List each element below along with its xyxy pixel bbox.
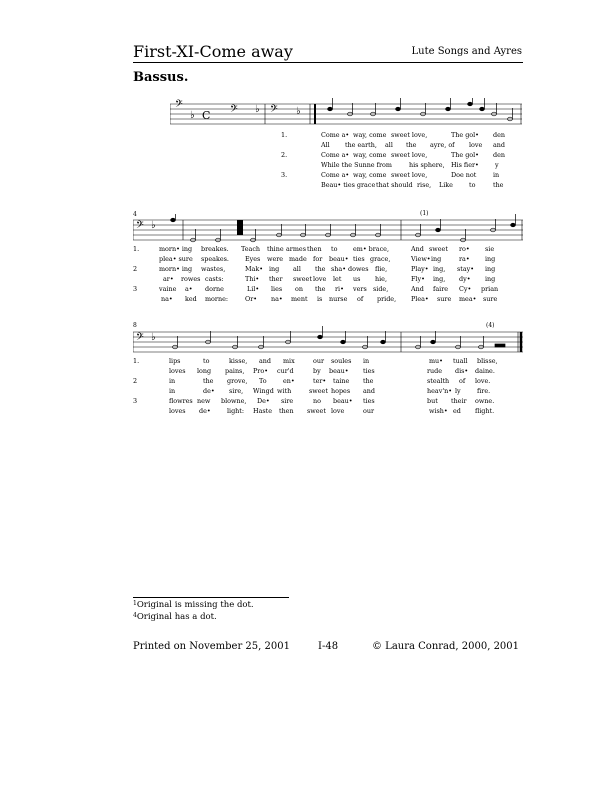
lyric-word: Teach	[241, 245, 261, 253]
lyric-line	[133, 284, 523, 294]
svg-text:♭: ♭	[296, 106, 301, 117]
lyric-line	[133, 366, 523, 376]
lyric-word: Plea•	[411, 295, 429, 303]
lyric-word: flowres	[169, 397, 193, 405]
lyric-line	[133, 170, 523, 180]
lyric-word: our	[363, 407, 375, 415]
lyric-word: sha• dowes	[331, 265, 369, 273]
svg-text:𝄢: 𝄢	[270, 103, 278, 117]
lyric-line	[133, 376, 523, 386]
part-name: Bassus.	[133, 70, 189, 85]
lyric-word: side,	[373, 285, 389, 293]
lyric-word: Play•	[411, 265, 429, 273]
footnote: $^4$Original has a dot.	[133, 612, 217, 622]
lyric-word: all	[385, 141, 393, 149]
lyric-word: that should	[376, 181, 413, 189]
lyric-word: loves	[169, 407, 186, 415]
lyric-word: flie,	[375, 265, 388, 273]
lyric-word: ked	[185, 295, 197, 303]
lyric-word: thine	[267, 245, 284, 253]
lyric-word: long	[197, 367, 212, 375]
lyric-line	[133, 386, 523, 396]
lyric-word: to	[203, 357, 210, 365]
lyric-word: ing,	[433, 275, 446, 283]
svg-text:𝄢: 𝄢	[175, 98, 183, 112]
lyric-word: morn• ing	[159, 265, 193, 273]
lyric-word: stay•	[457, 265, 475, 273]
lyric-word: wastes,	[201, 265, 226, 273]
footnote-mark: (1)	[420, 210, 429, 217]
lyric-word: dis•	[455, 367, 469, 375]
lyric-word: morn• ing	[159, 245, 193, 253]
lyric-word: To	[259, 377, 267, 385]
lyric-word: kisse,	[229, 357, 248, 365]
lyric-word: our	[313, 357, 325, 365]
lyric-word: morne:	[205, 295, 229, 303]
lyric-word: Eyes	[245, 255, 261, 263]
lyric-word: sire,	[229, 387, 244, 395]
verse-number: 1.	[133, 357, 140, 365]
page-number: I-48	[318, 641, 339, 652]
lyric-word: breakes.	[201, 245, 229, 253]
lyric-word: grace,	[370, 255, 391, 263]
lyric-word: sweet	[293, 275, 312, 283]
lyric-word: na•	[271, 295, 283, 303]
lyric-word: And	[411, 245, 424, 253]
song-title: First-XI-Come away	[133, 42, 293, 61]
lyric-word: ar•	[163, 275, 174, 283]
lyric-word: ing	[485, 275, 496, 283]
verse-number: 2	[133, 265, 138, 273]
lyric-word: ayre, of	[430, 141, 455, 149]
lyric-word: then	[279, 407, 294, 415]
lyric-word: the earth,	[345, 141, 377, 149]
lyric-word: Or•	[245, 295, 258, 303]
lyric-line	[133, 244, 523, 254]
lyric-word: Thi•	[245, 275, 260, 283]
copyright: © Laura Conrad, 2000, 2001	[372, 641, 520, 652]
lyric-word: sure	[483, 295, 498, 303]
music-staff-3	[133, 326, 523, 358]
lyric-word: way, come	[353, 171, 387, 179]
lyric-line	[133, 130, 523, 140]
lyric-word: wish•	[429, 407, 448, 415]
lyric-word: the	[363, 377, 374, 385]
lyric-word: y	[495, 161, 499, 169]
lyric-word: ing	[485, 255, 496, 263]
lyric-word: soules	[331, 357, 352, 365]
lyric-word: beau•	[329, 367, 349, 375]
lyric-word: tuall	[453, 357, 468, 365]
lyric-word: plea• sure	[159, 255, 193, 263]
lyric-line	[133, 150, 523, 160]
lyric-word: pains,	[225, 367, 245, 375]
lyric-word: The gol•	[451, 131, 479, 139]
lyric-word: and	[363, 387, 376, 395]
lyric-word: ing,	[433, 265, 446, 273]
lyric-word: and	[259, 357, 272, 365]
lyric-word: casts:	[205, 275, 224, 283]
lyric-word: taine	[333, 377, 350, 385]
lyric-word: en•	[283, 377, 295, 385]
lyric-word: way, come	[353, 131, 387, 139]
lyric-word: ter•	[313, 377, 327, 385]
lyric-word: in	[493, 171, 500, 179]
lyric-line	[133, 264, 523, 274]
lyric-word: Beau• ties grace	[321, 181, 376, 189]
lyric-word: love.	[475, 377, 491, 385]
svg-text:C: C	[202, 109, 211, 122]
lyric-line	[133, 180, 523, 190]
lyric-word: his sphere,	[409, 161, 445, 169]
lyric-word: the	[315, 285, 326, 293]
lyric-word: His fier•	[451, 161, 479, 169]
lyric-word: sweet love,	[391, 131, 428, 139]
lyric-word: Come a•	[321, 171, 350, 179]
lyric-word: ing	[485, 265, 496, 273]
lyric-word: were	[267, 255, 284, 263]
svg-text:♭: ♭	[255, 104, 260, 115]
lyric-word: ment	[291, 295, 308, 303]
lyric-word: lips	[169, 357, 181, 365]
lyric-word: no	[313, 397, 321, 405]
lyric-word: grove,	[227, 377, 248, 385]
lyric-word: way, come	[353, 151, 387, 159]
lyric-word: dy•	[459, 275, 471, 283]
lyric-word: in	[169, 387, 176, 395]
lyric-word: armes	[286, 245, 306, 253]
lyric-word: to	[331, 245, 338, 253]
lyric-word: dorne	[205, 285, 224, 293]
lyric-word: vers	[353, 285, 367, 293]
svg-text:♭: ♭	[151, 332, 156, 343]
lyric-word: blowne,	[221, 397, 247, 405]
lyric-word: to	[469, 181, 476, 189]
footnote: $^1$Original is missing the dot.	[133, 600, 254, 610]
lyric-line	[133, 140, 523, 150]
svg-text:♭: ♭	[151, 220, 156, 231]
lyric-line	[133, 396, 523, 406]
lyric-word: ri•	[335, 285, 344, 293]
lyric-word: ly	[455, 387, 461, 395]
lyric-word: Fly•	[411, 275, 425, 283]
lyric-word: flight.	[475, 407, 495, 415]
footnote-mark: (4)	[486, 322, 495, 329]
lyric-word: de•	[203, 387, 215, 395]
lyric-word: made	[289, 255, 307, 263]
lyric-word: ther	[269, 275, 283, 283]
lyric-word: on	[295, 285, 303, 293]
lyric-word: Lil•	[247, 285, 260, 293]
svg-text:𝄢: 𝄢	[230, 103, 238, 117]
lyric-word: sweet love,	[391, 151, 428, 159]
lyric-word: mu•	[429, 357, 443, 365]
lyric-word: with	[277, 387, 292, 395]
lyric-word: sie	[485, 245, 495, 253]
lyric-line	[133, 406, 523, 416]
lyric-word: sweet	[429, 245, 448, 253]
lyric-word: daine.	[475, 367, 495, 375]
lyric-word: And	[411, 285, 424, 293]
lyric-word: ro•	[459, 245, 470, 253]
lyric-word: the	[406, 141, 417, 149]
lyric-word: let	[333, 275, 342, 283]
lyric-word: em• brace,	[353, 245, 389, 253]
lyric-line	[133, 254, 523, 264]
verse-number: 3	[133, 285, 138, 293]
lyric-word: the	[315, 265, 326, 273]
lyric-word: for	[313, 255, 323, 263]
lyric-word: ties	[363, 367, 375, 375]
footnote-rule	[133, 597, 289, 598]
lyric-word: all	[293, 265, 301, 273]
verse-number: 3	[133, 397, 138, 405]
lyric-word: blisse,	[477, 357, 498, 365]
verse-number: 2	[133, 377, 138, 385]
lyric-word: lies	[271, 285, 283, 293]
lyric-word: ties	[363, 397, 375, 405]
lyric-word: sweet love,	[391, 171, 428, 179]
lyric-word: cur'd	[277, 367, 294, 375]
verse-number: 1.	[133, 245, 140, 253]
lyric-word: of	[357, 295, 364, 303]
lyric-word: mix	[283, 357, 295, 365]
lyric-word: ing	[269, 265, 280, 273]
measure-number: 8	[133, 322, 137, 329]
lyric-word: us	[353, 275, 361, 283]
lyric-word: rude	[427, 367, 443, 375]
lyric-word: ties	[353, 255, 365, 263]
lyric-word: sweet	[307, 407, 326, 415]
lyric-word: their	[451, 397, 467, 405]
lyrics-system-2	[133, 244, 523, 304]
lyric-word: ed	[453, 407, 461, 415]
music-staff-1	[170, 98, 522, 130]
header-rule	[133, 62, 523, 63]
lyric-word: then	[307, 245, 322, 253]
lyric-word: love	[469, 141, 483, 149]
lyric-word: and	[493, 141, 506, 149]
lyric-word: owne.	[475, 397, 495, 405]
lyric-word: rise,	[417, 181, 432, 189]
lyric-word: love	[313, 275, 327, 283]
lyric-word: sweet	[309, 387, 328, 395]
lyric-word: beau•	[329, 255, 349, 263]
lyric-word: den	[493, 131, 505, 139]
lyric-word: pride,	[377, 295, 397, 303]
lyric-word: is	[317, 295, 323, 303]
lyric-word: in	[363, 357, 370, 365]
lyric-word: Come a•	[321, 151, 350, 159]
lyric-word: sure	[437, 295, 452, 303]
lyric-word: rowes	[181, 275, 201, 283]
verse-number: 3.	[281, 171, 288, 179]
lyrics-system-3	[133, 356, 523, 416]
lyric-word: den	[493, 151, 505, 159]
lyric-word: a•	[185, 285, 193, 293]
lyric-line	[133, 160, 523, 170]
lyric-word: of	[459, 377, 466, 385]
lyric-word: stealth	[427, 377, 450, 385]
lyric-line	[133, 356, 523, 366]
lyric-word: All	[321, 141, 330, 149]
lyric-word: Come a•	[321, 131, 350, 139]
verse-number: 2.	[281, 151, 288, 159]
lyric-word: sire	[281, 397, 294, 405]
lyric-line	[133, 274, 523, 284]
lyric-word: de•	[199, 407, 211, 415]
lyric-word: Cy•	[459, 285, 472, 293]
verse-number: 1.	[281, 131, 288, 139]
lyric-word: View•	[411, 255, 431, 263]
lyric-word: the	[493, 181, 504, 189]
lyric-word: Mak•	[245, 265, 263, 273]
lyric-word: vaine	[159, 285, 177, 293]
lyric-word: speakes.	[201, 255, 229, 263]
lyric-word: Doe not	[451, 171, 477, 179]
print-date: Printed on November 25, 2001	[133, 641, 290, 652]
lyric-word: hie,	[375, 275, 387, 283]
lyric-word: beau•	[333, 397, 353, 405]
lyric-word: Wingd	[253, 387, 274, 395]
svg-text:𝄢: 𝄢	[136, 219, 144, 233]
lyric-word: De•	[257, 397, 270, 405]
lyric-word: mea•	[459, 295, 477, 303]
lyric-line	[133, 294, 523, 304]
lyric-word: ing	[431, 255, 442, 263]
lyric-word: ra•	[459, 255, 470, 263]
lyrics-system-1	[133, 130, 523, 190]
lyric-word: hopes	[331, 387, 351, 395]
lyric-word: The gol•	[451, 151, 479, 159]
lyric-word: Like	[439, 181, 453, 189]
lyric-word: While the Sunne from	[321, 161, 392, 169]
lyric-word: Pro•	[253, 367, 268, 375]
lyric-word: in	[169, 377, 176, 385]
lyric-word: loves	[169, 367, 186, 375]
lyric-word: but	[427, 397, 438, 405]
collection-title: Lute Songs and Ayres	[411, 46, 522, 57]
lyric-word: na•	[161, 295, 173, 303]
lyric-word: nurse	[329, 295, 348, 303]
music-staff-2	[133, 214, 523, 246]
lyric-word: fire.	[477, 387, 491, 395]
svg-text:𝄢: 𝄢	[136, 331, 144, 345]
lyric-word: by	[313, 367, 321, 375]
lyric-word: heav'n•	[427, 387, 452, 395]
svg-text:♭: ♭	[190, 110, 195, 121]
measure-number: 4	[133, 211, 137, 218]
lyric-word: Haste	[253, 407, 273, 415]
lyric-word: faire	[433, 285, 449, 293]
lyric-word: light:	[227, 407, 245, 415]
lyric-word: love	[331, 407, 345, 415]
lyric-word: the	[203, 377, 214, 385]
lyric-word: new	[197, 397, 211, 405]
lyric-word: prian	[481, 285, 499, 293]
